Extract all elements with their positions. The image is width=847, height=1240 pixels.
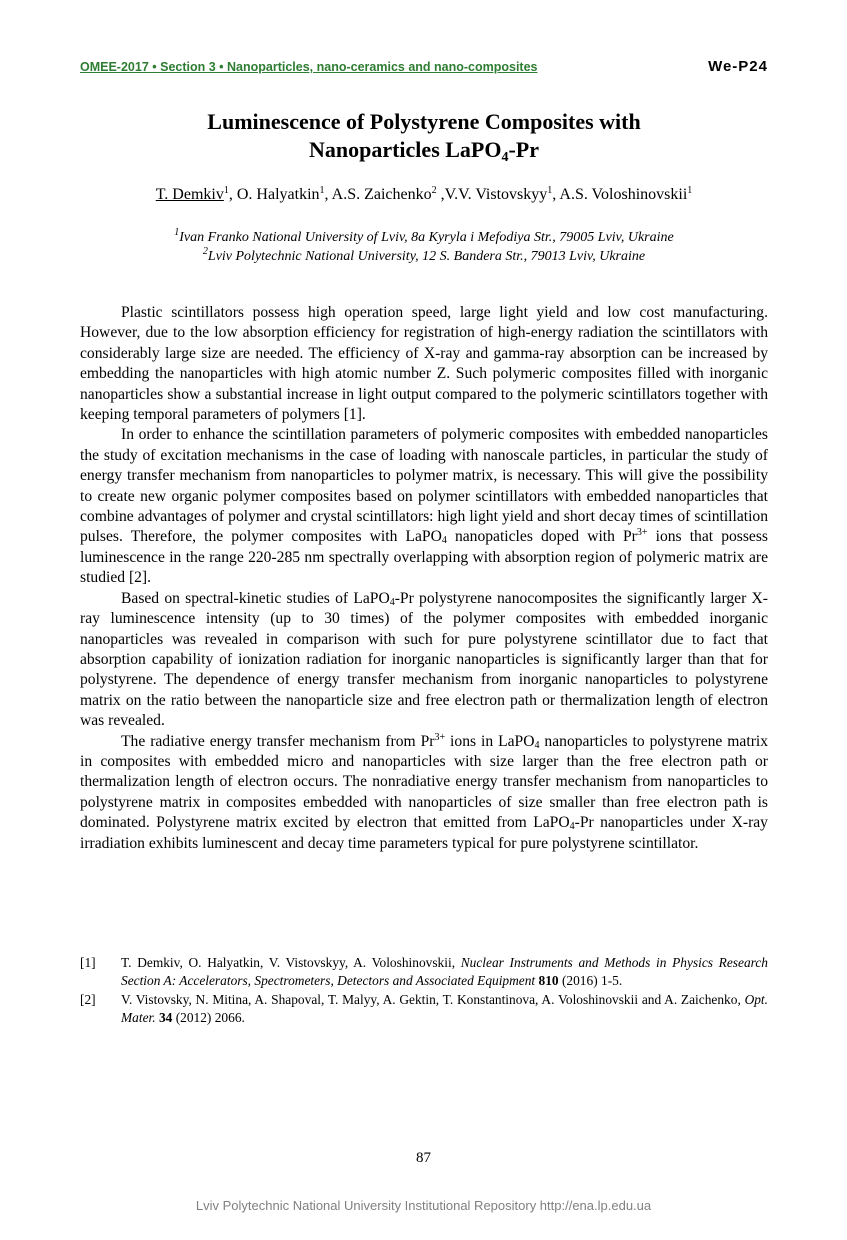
author-affiliation-mark: 2 <box>431 185 437 196</box>
running-header <box>80 58 768 80</box>
paper-title <box>80 108 768 164</box>
abstract-body <box>80 303 768 854</box>
reference-volume: 34 <box>158 1009 173 1025</box>
author-affiliation-mark: 1 <box>687 185 693 196</box>
reference-list <box>80 954 768 1028</box>
page-number: 87 <box>416 1150 431 1166</box>
author-affiliation-mark: 1 <box>223 185 229 196</box>
conference-section-header: OMEE-2017 • Section 3 • Nanoparticles, nano-ceramics and nano-composites <box>80 60 538 74</box>
reference-number: [1] <box>80 955 96 970</box>
reference-journal: Opt. Mater. <box>121 992 768 1025</box>
reference-item: [2] V. Vistovsky, N. Mitina, A. Shapoval, T. Malyy, A. Gektin, T. Konstantinova, A. Voloshinovskii and A. Zaichenko, Opt. Mater. 34 (2012) 2066. <box>80 992 768 1025</box>
author-name: A.S. Zaichenko <box>331 186 432 203</box>
affiliation: $^2$Lviv Polytechnic National University, 12 S. Bandera Str., 79013 Lviv, Ukraine <box>202 246 646 264</box>
paragraph-2: In order to enhance the scintillation parameters of polymeric composites with embedded nanoparticles the study of excitation mechanisms in the case of loading with nanoscale particles, in particular the study of energy transfer mechanism from nanoparticles to polymer matrix, is necessary. This will give the possibility to create new organic polymer composites based on polymer scintillators with embedded nanoparticles that combine advantages of polymer and crystal scintillators: high light yield and short decay times of scintillation pulses. Therefore, the polymer composites with LaPO$_4$ nanopaticles doped with $Pr^{3+}$ ions that possess luminescence in the range 220-285 nm spectrally overlapping with absorption region of polymeric matrix are studied [2]. <box>80 426 768 587</box>
author-affiliation-mark: 1 <box>547 185 553 196</box>
title-line-1: Luminescence of Polystyrene Composites with <box>207 109 641 134</box>
author-name: T. Demkiv <box>155 186 224 203</box>
affiliation: $^1$Ivan Franko National University of Lviv, 8a Kyryla i Mefodiya Str., 79005 Lviv, Ukraine <box>174 227 674 245</box>
author-name: V.V. Vistovskyy <box>444 186 548 203</box>
author-name: O. Halyatkin <box>236 186 320 203</box>
affiliation-list <box>80 228 768 266</box>
author-name: A.S. Voloshinovskii <box>559 186 688 203</box>
paragraph-1: Plastic scintillators possess high operation speed, large light yield and low cost manufacturing. However, due to the low absorption efficiency for registration of high-energy radiation the scintillators with considerably large size are needed. The efficiency of X-ray and gamma-ray absorption can be increased by embedding the nanoparticles with high atomic number Z. Such polymeric composites filled with inorganic nanoparticles show a substantial increase in light output compared to the polymeric scintillators together with keeping temporal parameters of polymers [1]. <box>80 304 768 424</box>
author-affiliation-mark: 1 <box>319 185 325 196</box>
reference-volume: 810 <box>538 972 559 988</box>
poster-code: We-P24 <box>708 58 768 75</box>
paragraph-3: Based on spectral-kinetic studies of LaPO$_4$-Pr polystyrene nanocomposites the significantly larger X-ray luminescence intensity (up to 30 times) of the polymer composites with embedded inorganic nanoparticles was revealed in comparison with such for pure polystyrene scintillator due to fact that absorption capability of ionization radiation for inorganic nanoparticles is significantly larger than that for polystyrene. The dependence of energy transfer mechanism from inorganic nanoparticles to polystyrene matrix on the ratio between the nanoparticle size and free electron path or thermalization length of electron was revealed. <box>80 589 768 730</box>
title-line-2: Nanoparticles LaPO$_4$-Pr <box>308 137 540 165</box>
author-list: T. Demkiv$^1$, O. Halyatkin$^1$, A.S. Zaichenko$^2$ ,V.V. Vistovskyy$^1$, A.S. Voloshinovskii$^1$ <box>155 185 693 203</box>
reference-journal: Nuclear Instruments and Methods in Physics Research Section A: Accelerators, Spectrometers, Detectors and Associated Equipment <box>121 955 768 988</box>
reference-item: [1] T. Demkiv, O. Halyatkin, V. Vistovskyy, A. Voloshinovskii, Nuclear Instruments and Methods in Physics Research Section A: Accelerators, Spectrometers, Detectors and Associated Equipment 810 (2016) 1-5. <box>80 955 768 988</box>
repository-footer: Lviv Polytechnic National University Institutional Repository http://ena.lp.edu.ua <box>195 1198 652 1213</box>
paragraph-4: The radiative energy transfer mechanism from $Pr^{3+}$ ions in LaPO$_4$ nanoparticles to polystyrene matrix in composites with embedded micro and nanoparticles with size larger than the free electron path or thermalization length of electron occurs. The nonradiative energy transfer mechanism from nanoparticles to polystyrene matrix in composites embedded with nanoparticles of size smaller than free electron path is dominated. Polystyrene matrix excited by electron that emitted from LaPO$_4$-Pr nanoparticles under X-ray irradiation exhibits luminescent and decay time parameters typical for pure polystyrene scintillator. <box>80 731 769 852</box>
reference-number: [2] <box>80 992 96 1008</box>
